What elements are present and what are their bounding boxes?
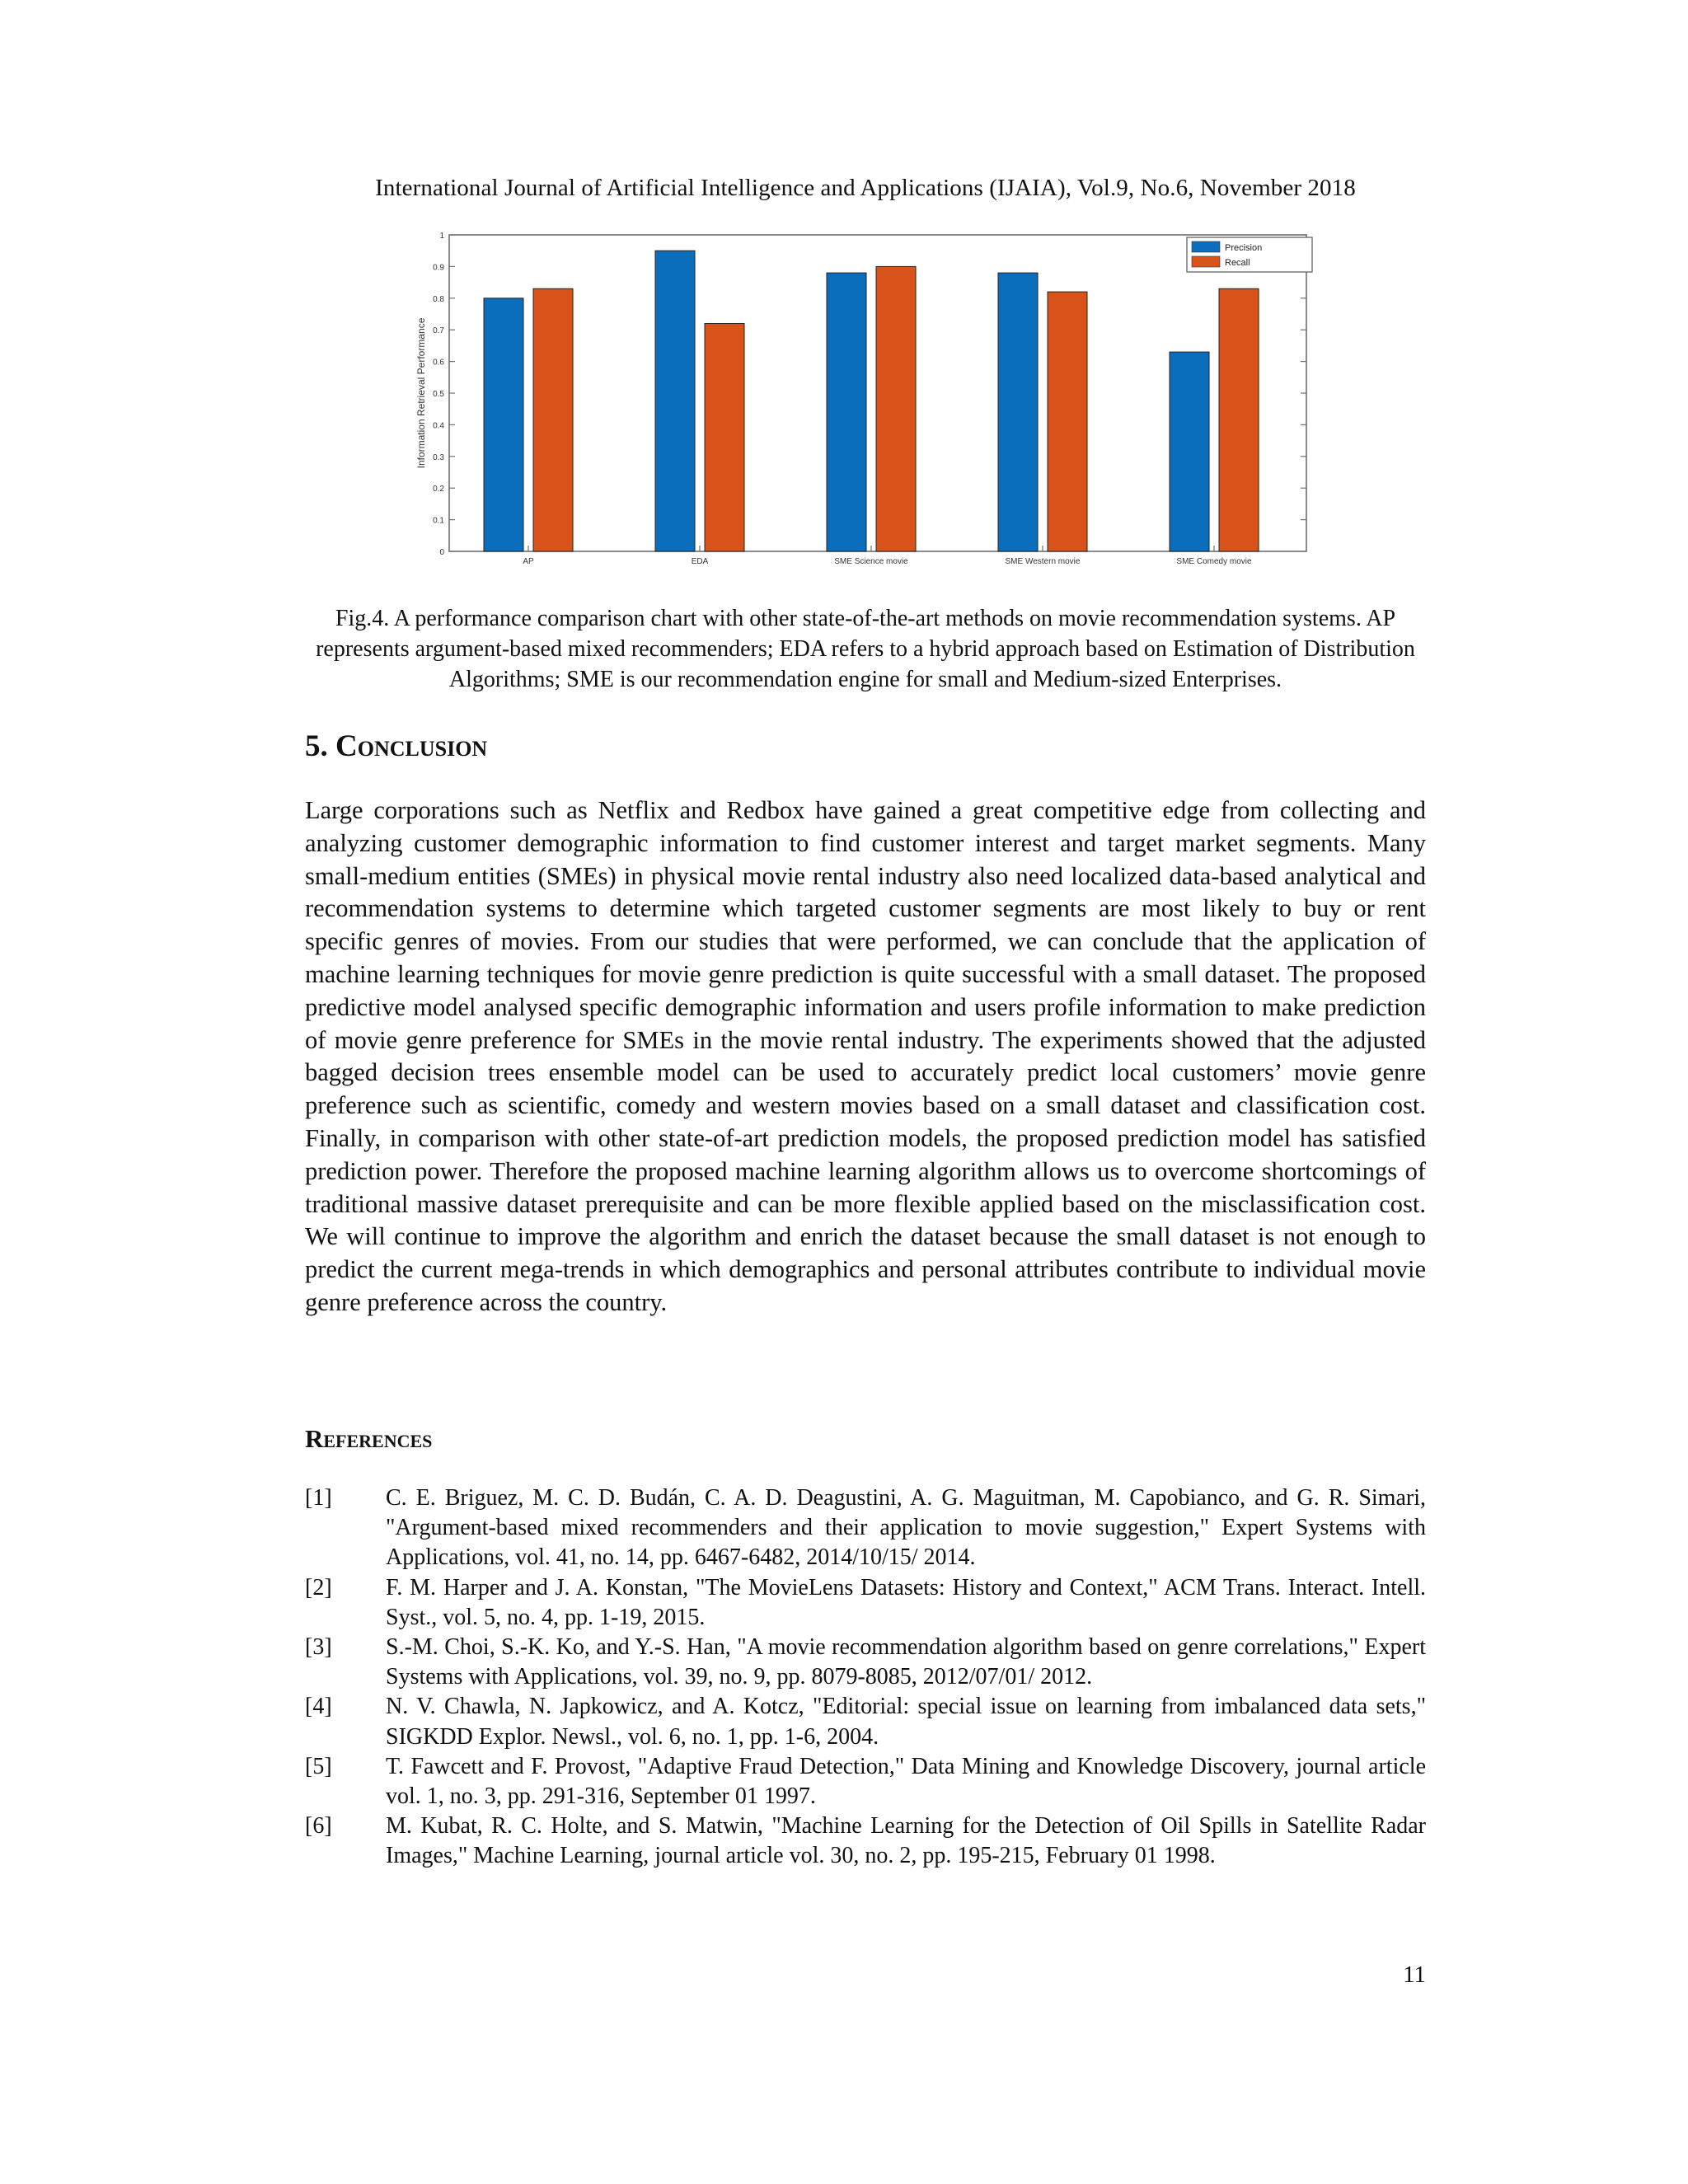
- y-tick-label: 0.6: [433, 358, 444, 368]
- x-tick-label: SME Comedy movie: [1176, 557, 1252, 566]
- reference-text: N. V. Chawla, N. Japkowicz, and A. Kotcz, "Editorial: special issue on learning from imbalanced data sets," SIGKDD Explor. Newsl., vol. 6, no. 1, pp. 1-6, 2004.: [386, 1694, 1426, 1750]
- y-tick-label: 0.2: [433, 485, 444, 494]
- reference-item: [305, 1811, 1426, 1871]
- page-number: 11: [1403, 1961, 1426, 1988]
- bar-chart: [412, 224, 1319, 579]
- reference-item: [305, 1752, 1426, 1811]
- reference-number: [1]: [305, 1485, 332, 1511]
- reference-item: [305, 1573, 1426, 1633]
- reference-number: [4]: [305, 1694, 332, 1720]
- y-tick-label: 0.9: [433, 263, 444, 273]
- y-tick-label: 0.5: [433, 390, 444, 399]
- running-header: International Journal of Artificial Intelligence and Applications (IJAIA), Vol.9, No.6, November 2018: [375, 175, 1356, 201]
- bar-precision-3: [998, 273, 1038, 551]
- reference-text: T. Fawcett and F. Provost, "Adaptive Fraud Detection," Data Mining and Knowledge Discovery, journal article vol. 1, no. 3, pp. 291-316, September 01 1997.: [386, 1753, 1426, 1810]
- bar-recall-0: [533, 288, 573, 551]
- conclusion-paragraph: Large corporations such as Netflix and Redbox have gained a great competitive edge from collecting and analyzing customer demographic information to find customer interest and target market segments. Many small-medium entities (SMEs) in physical movie rental industry also need localized data-based analytical and recommendation systems to determine which targeted customer segments are most likely to buy or rent specific genres of movies. From our studies that were performed, we can conclude that the application of machine learning techniques for movie genre prediction is quite successful with a small dataset. The proposed predictive model analysed specific demographic information and users profile information to make prediction of movie genre preference for SMEs in the movie rental industry. The experiments showed that the adjusted bagged decision trees ensemble model can be used to accurately predict local customers’ movie genre preference such as scientific, comedy and western movies based on a small dataset and classification cost. Finally, in comparison with other state-of-art prediction models, the proposed prediction model has satisfied prediction power. Therefore the proposed machine learning algorithm allows us to overcome shortcomings of traditional massive dataset prerequisite and can be more flexible applied based on the misclassification cost. We will continue to improve the algorithm and enrich the dataset because the small dataset is not enough to predict the current mega-trends in which demographics and personal attributes contribute to individual movie genre preference across the country.: [305, 796, 1426, 1316]
- reference-item: [305, 1633, 1426, 1692]
- x-tick-label: AP: [523, 557, 534, 566]
- bar-recall-3: [1048, 292, 1087, 551]
- bar-precision-1: [655, 251, 695, 551]
- y-tick-label: 0.4: [433, 421, 444, 431]
- legend-swatch-recall: [1192, 256, 1220, 267]
- reference-text: C. E. Briguez, M. C. D. Budán, C. A. D. Deagustini, A. G. Maguitman, M. Capobianco, and G. R. Simari, "Argument-based mixed recommenders and their application to movie suggestion," Expert Systems with Applications, vol. 41, no. 14, pp. 6467-6482, 2014/10/15/ 2014.: [386, 1485, 1426, 1571]
- reference-number: [2]: [305, 1574, 332, 1601]
- bar-recall-1: [705, 324, 744, 551]
- reference-number: [6]: [305, 1813, 332, 1840]
- y-axis-label: Information Retrieval Performance: [415, 317, 427, 469]
- y-tick-label: 0: [439, 548, 444, 557]
- bar-precision-0: [484, 298, 523, 551]
- reference-text: M. Kubat, R. C. Holte, and S. Matwin, "Machine Learning for the Detection of Oil Spills in Satellite Radar Images," Machine Learning, journal article vol. 30, no. 2, pp. 195-215, February 01 1998.: [386, 1813, 1426, 1869]
- y-tick-label: 1: [439, 232, 444, 241]
- bar-recall-4: [1219, 288, 1259, 551]
- references-heading: References: [305, 1424, 433, 1453]
- reference-item: [305, 1483, 1426, 1573]
- reference-text: S.-M. Choi, S.-K. Ko, and Y.-S. Han, "A movie recommendation algorithm based on genre correlations," Expert Systems with Applications, vol. 39, no. 9, pp. 8079-8085, 2012/07/01/ 2012.: [386, 1634, 1426, 1690]
- legend-swatch-precision: [1192, 241, 1220, 252]
- reference-list: [305, 1483, 1426, 1872]
- reference-item: [305, 1692, 1426, 1751]
- y-tick-label: 0.3: [433, 452, 444, 462]
- bar-recall-2: [876, 266, 916, 551]
- section-heading-conclusion: 5. Conclusion: [305, 729, 488, 763]
- y-tick-label: 0.8: [433, 294, 444, 304]
- chart-legend: [1187, 237, 1312, 272]
- reference-number: [5]: [305, 1753, 332, 1779]
- legend-label-recall: Recall: [1225, 258, 1250, 268]
- reference-number: [3]: [305, 1634, 332, 1661]
- figure-caption: Fig.4. A performance comparison chart with other state-of-the-art methods on movie recommendation systems. AP represents argument-based mixed recommenders; EDA refers to a hybrid approach based on Estimation of Distribution Algorithms; SME is our recommendation engine for small and Medium-sized Enterprises.: [316, 606, 1415, 692]
- y-tick-label: 0.7: [433, 326, 444, 336]
- x-tick-label: EDA: [691, 557, 709, 566]
- figure-4: [412, 224, 1319, 579]
- bar-precision-4: [1170, 352, 1209, 551]
- bar-precision-2: [827, 273, 866, 551]
- legend-label-precision: Precision: [1225, 243, 1263, 253]
- y-tick-label: 0.1: [433, 516, 444, 526]
- x-tick-label: SME Science movie: [834, 557, 908, 566]
- x-tick-label: SME Western movie: [1005, 557, 1081, 566]
- reference-text: F. M. Harper and J. A. Konstan, "The MovieLens Datasets: History and Context," ACM Trans. Interact. Intell. Syst., vol. 5, no. 4, pp. 1-19, 2015.: [386, 1574, 1426, 1630]
